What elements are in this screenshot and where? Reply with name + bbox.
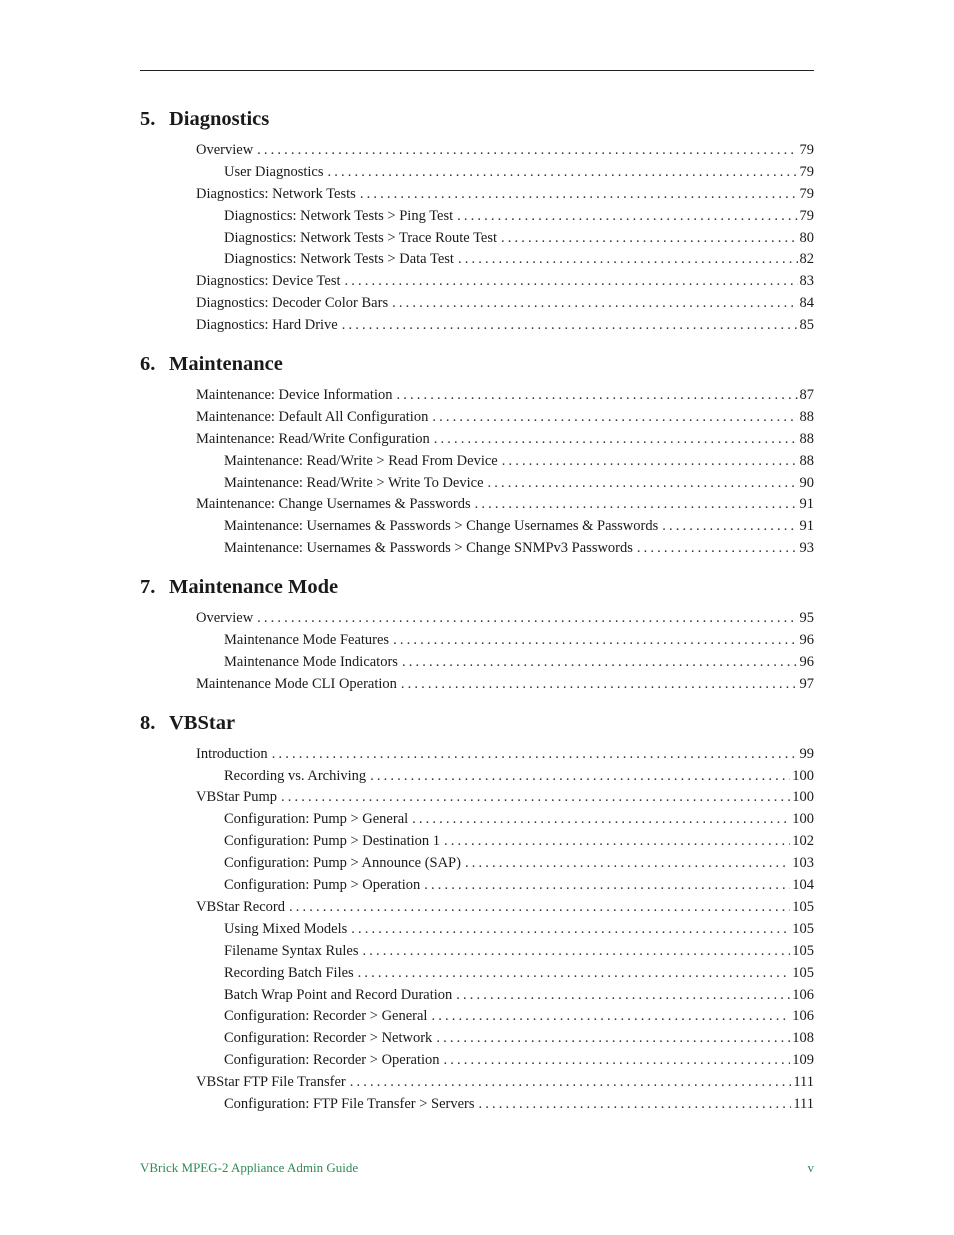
toc-entry[interactable] <box>140 787 814 809</box>
toc-subentry[interactable] <box>140 538 814 560</box>
toc-section <box>140 104 814 337</box>
toc-subentry[interactable] <box>140 1050 814 1072</box>
entry-title: VBStar Pump <box>196 789 277 806</box>
toc-subentry[interactable] <box>140 516 814 538</box>
toc-entry[interactable] <box>140 674 814 696</box>
entry-title: Diagnostics: Network Tests > Ping Test <box>224 207 454 224</box>
dot-leader <box>351 919 790 941</box>
entry-page-number: 83 <box>799 273 814 290</box>
entry-page-number: 106 <box>792 1008 814 1025</box>
dot-leader <box>401 674 798 696</box>
toc-subentry[interactable] <box>140 206 814 228</box>
entry-page-number: 90 <box>799 474 814 491</box>
entry-title: Introduction <box>196 745 268 762</box>
dot-leader <box>370 766 790 788</box>
toc-subentry[interactable] <box>140 228 814 250</box>
toc-entry[interactable] <box>140 293 814 315</box>
entry-page-number: 96 <box>799 632 814 649</box>
chapter-title: Diagnostics <box>169 108 270 130</box>
toc-subentry[interactable] <box>140 630 814 652</box>
entry-title: Configuration: Recorder > Operation <box>224 1052 440 1069</box>
entry-title: Configuration: Recorder > General <box>224 1008 428 1025</box>
toc-entry[interactable] <box>140 271 814 293</box>
toc-subentry[interactable] <box>140 766 814 788</box>
entry-page-number: 97 <box>799 675 814 692</box>
dot-leader <box>458 249 798 271</box>
entry-title: Configuration: Pump > Destination 1 <box>224 833 440 850</box>
dot-leader <box>345 271 798 293</box>
entry-page-number: 102 <box>792 833 814 850</box>
entry-page-number: 108 <box>792 1030 814 1047</box>
entry-title: Overview <box>196 610 254 627</box>
toc-subentry[interactable] <box>140 853 814 875</box>
entry-page-number: 109 <box>792 1052 814 1069</box>
entry-title: Maintenance: Device Information <box>196 387 393 404</box>
page-footer <box>140 1160 814 1178</box>
toc-subentry[interactable] <box>140 831 814 853</box>
entry-page-number: 99 <box>799 745 814 762</box>
entry-page-number: 100 <box>792 811 814 828</box>
toc-subentry[interactable] <box>140 473 814 495</box>
dot-leader <box>412 809 790 831</box>
chapter-number: 5. <box>140 108 156 130</box>
entry-page-number: 104 <box>792 877 814 894</box>
toc-entry[interactable] <box>140 315 814 337</box>
toc-entry[interactable] <box>140 429 814 451</box>
toc-subentry[interactable] <box>140 451 814 473</box>
dot-leader <box>457 206 797 228</box>
entry-page-number: 111 <box>793 1095 814 1112</box>
chapter-title: VBStar <box>169 711 236 734</box>
dot-leader <box>327 162 797 184</box>
toc-entry[interactable] <box>140 140 814 162</box>
dot-leader <box>424 875 790 897</box>
dot-leader <box>363 941 791 963</box>
dot-leader <box>444 831 790 853</box>
entry-page-number: 79 <box>799 207 814 224</box>
entry-title: User Diagnostics <box>224 163 324 180</box>
toc-entry[interactable] <box>140 385 814 407</box>
entry-page-number: 105 <box>792 898 814 915</box>
entry-page-number: 84 <box>799 295 814 312</box>
dot-leader <box>434 429 798 451</box>
dot-leader <box>396 385 797 407</box>
toc-entry[interactable] <box>140 744 814 766</box>
chapter-title: Maintenance <box>169 353 283 376</box>
entry-title: Maintenance: Read/Write > Write To Device <box>224 474 484 491</box>
entry-title: Maintenance: Usernames & Passwords > Change Usernames & Passwords <box>224 518 659 535</box>
dot-leader <box>637 538 798 560</box>
entry-title: Maintenance Mode Indicators <box>224 653 398 670</box>
entry-page-number: 105 <box>792 942 814 959</box>
dot-leader <box>257 140 797 162</box>
toc-subentry[interactable] <box>140 985 814 1007</box>
toc-subentry[interactable] <box>140 963 814 985</box>
entry-title: Diagnostics: Hard Drive <box>196 317 338 334</box>
dot-leader <box>272 744 798 766</box>
dot-leader <box>436 1028 790 1050</box>
footer-page-number: v <box>807 1160 814 1175</box>
dot-leader <box>257 608 797 630</box>
entry-page-number: 79 <box>799 163 814 180</box>
entry-page-number: 87 <box>799 387 814 404</box>
toc-entry[interactable] <box>140 184 814 206</box>
entry-page-number: 91 <box>799 518 814 535</box>
toc-section <box>140 708 814 1116</box>
dot-leader <box>465 853 790 875</box>
entry-page-number: 85 <box>799 317 814 334</box>
dot-leader <box>431 1006 790 1028</box>
chapter-heading[interactable] <box>140 104 814 134</box>
toc-entry[interactable] <box>140 897 814 919</box>
dot-leader <box>350 1072 792 1094</box>
dot-leader <box>479 1094 792 1116</box>
toc-subentry[interactable] <box>140 941 814 963</box>
entry-page-number: 95 <box>799 610 814 627</box>
entry-page-number: 93 <box>799 540 814 557</box>
toc-entry[interactable] <box>140 608 814 630</box>
dot-leader <box>432 407 797 429</box>
toc-section <box>140 349 814 560</box>
entry-title: Maintenance Mode Features <box>224 632 390 649</box>
dot-leader <box>475 494 798 516</box>
entry-title: Diagnostics: Network Tests > Data Test <box>224 251 454 268</box>
dot-leader <box>456 985 790 1007</box>
table-of-contents <box>140 104 814 1128</box>
chapter-heading[interactable] <box>140 572 814 602</box>
entry-title: Configuration: Pump > Operation <box>224 877 421 894</box>
toc-subentry[interactable] <box>140 1028 814 1050</box>
toc-subentry[interactable] <box>140 1006 814 1028</box>
dot-leader <box>360 184 798 206</box>
dot-leader <box>281 787 790 809</box>
entry-title: Configuration: FTP File Transfer > Servers <box>224 1095 475 1112</box>
footer-title: VBrick MPEG-2 Appliance Admin Guide <box>140 1160 359 1175</box>
entry-title: Maintenance: Usernames & Passwords > Change SNMPv3 Passwords <box>224 540 633 557</box>
entry-page-number: 88 <box>799 408 814 425</box>
dot-leader <box>662 516 797 538</box>
dot-leader <box>501 228 797 250</box>
chapter-heading[interactable] <box>140 708 814 738</box>
entry-page-number: 105 <box>792 964 814 981</box>
toc-subentry[interactable] <box>140 652 814 674</box>
dot-leader <box>488 473 798 495</box>
entry-title: Maintenance: Change Usernames & Passwords <box>196 496 471 513</box>
entry-title: Overview <box>196 142 254 158</box>
chapter-number: 7. <box>140 576 156 599</box>
entry-page-number: 106 <box>792 986 814 1003</box>
entry-page-number: 82 <box>799 251 814 268</box>
entry-page-number: 100 <box>792 789 814 806</box>
entry-page-number: 100 <box>792 767 814 784</box>
toc-entry[interactable] <box>140 494 814 516</box>
entry-title: Diagnostics: Device Test <box>196 273 341 290</box>
toc-subentry[interactable] <box>140 249 814 271</box>
entry-title: Recording vs. Archiving <box>224 767 367 784</box>
toc-entry[interactable] <box>140 1072 814 1094</box>
entry-page-number: 88 <box>799 430 814 447</box>
entry-title: VBStar FTP File Transfer <box>196 1074 346 1091</box>
entry-page-number: 88 <box>799 452 814 469</box>
entry-title: Filename Syntax Rules <box>224 942 359 959</box>
entry-title: Using Mixed Models <box>224 920 348 937</box>
header-rule <box>140 70 814 71</box>
entry-title: Diagnostics: Decoder Color Bars <box>196 295 389 312</box>
dot-leader <box>358 963 791 985</box>
toc-section <box>140 572 814 696</box>
entry-page-number: 96 <box>799 653 814 670</box>
entry-title: Recording Batch Files <box>224 964 354 981</box>
dot-leader <box>392 293 797 315</box>
dot-leader <box>393 630 797 652</box>
toc-subentry[interactable] <box>140 1094 814 1116</box>
entry-title: Maintenance: Read/Write Configuration <box>196 430 430 447</box>
dot-leader <box>342 315 798 337</box>
entry-page-number: 111 <box>793 1074 814 1091</box>
entry-page-number: 80 <box>799 229 814 246</box>
entry-page-number: 91 <box>799 496 814 513</box>
dot-leader <box>502 451 798 473</box>
entry-title: Configuration: Pump > General <box>224 811 409 828</box>
dot-leader <box>289 897 790 919</box>
toc-subentry[interactable] <box>140 809 814 831</box>
entry-title: Configuration: Pump > Announce (SAP) <box>224 855 461 872</box>
entry-page-number: 105 <box>792 920 814 937</box>
chapter-heading[interactable] <box>140 349 814 379</box>
entry-title: Configuration: Recorder > Network <box>224 1030 433 1047</box>
toc-subentry[interactable] <box>140 919 814 941</box>
entry-page-number: 103 <box>792 855 814 872</box>
chapter-title: Maintenance Mode <box>169 576 339 599</box>
chapter-number: 6. <box>140 353 156 376</box>
entry-title: Diagnostics: Network Tests > Trace Route Test <box>224 229 498 246</box>
entry-title: Maintenance: Read/Write > Read From Device <box>224 452 498 469</box>
dot-leader <box>402 652 798 674</box>
entry-title: Maintenance: Default All Configuration <box>196 408 429 425</box>
entry-title: Batch Wrap Point and Record Duration <box>224 986 453 1003</box>
chapter-number: 8. <box>140 711 156 734</box>
entry-title: VBStar Record <box>196 898 285 915</box>
entry-title: Maintenance Mode CLI Operation <box>196 675 397 692</box>
entry-page-number: 79 <box>799 142 814 158</box>
toc-subentry[interactable] <box>140 162 814 184</box>
toc-subentry[interactable] <box>140 875 814 897</box>
entry-page-number: 79 <box>799 185 814 202</box>
entry-title: Diagnostics: Network Tests <box>196 185 356 202</box>
toc-entry[interactable] <box>140 407 814 429</box>
dot-leader <box>444 1050 791 1072</box>
